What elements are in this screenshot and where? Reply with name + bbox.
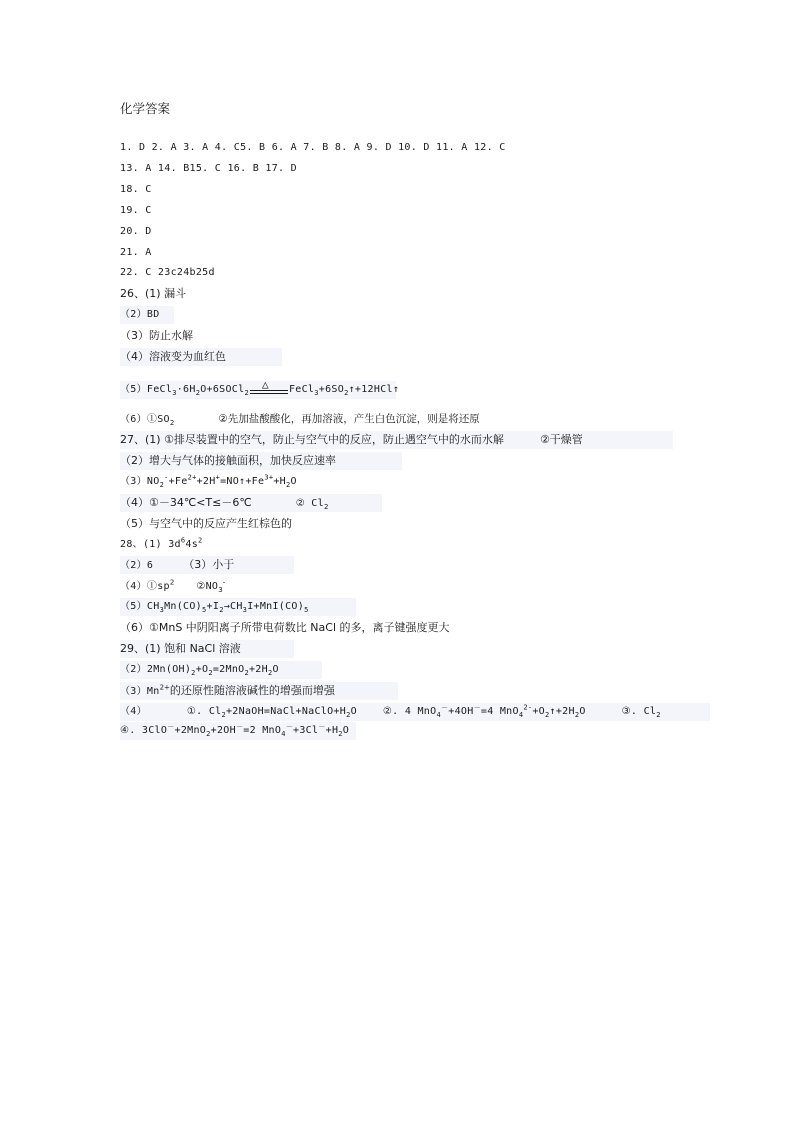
q26-part3: （3）防止水解	[120, 329, 193, 342]
q27-part2: （2）增大与气体的接触面积，加快反应速率	[120, 452, 402, 470]
q26-part1: 26、(1) 漏斗	[120, 287, 187, 300]
answer-21: 21. A	[120, 247, 152, 258]
q28-part2-3: （2）6 （3）小于	[120, 556, 294, 574]
q26-part6: $(6)①SO_2$ ②先加盐酸酸化，再加溶液，产生白色沉淀，则是将还原	[120, 413, 480, 428]
page-title: 化学答案	[120, 101, 171, 116]
q28-part4: $(4)①sp^2$ $②NO_3^-$	[120, 578, 226, 595]
q29-part2-equation: $(2)2Mn(OH)_2+O_2=2MnO_2+2H_2O$	[120, 661, 322, 679]
answer-22-25: 22. C 23c24b25d	[120, 267, 215, 278]
q28-part1: 28、(1) $3d^64s^2$	[120, 536, 203, 550]
q26-part4: （4）溶液变为血红色	[120, 348, 282, 366]
q26-part2: （2）BD	[120, 306, 174, 324]
q28-part6: （6）①MnS 中阴阳离子所带电荷数比 NaCl 的多，离子键强度更大	[120, 621, 450, 634]
mc-row-1: 1. D 2. A 3. A 4. C5. B 6. A 7. B 8. A 9. D 10. D 11. A 12. C	[120, 142, 506, 153]
q29-part4: （4） ①. $Cl_2+2NaOH=NaCl+NaClO+H_2O$ ②. 4 MnO$_4$－+4OH－=4 $MnO_4^{2-}+O_2↑+2H_2O$ ③. $Cl_2$	[120, 703, 710, 721]
answer-18: 18. C	[120, 184, 152, 195]
q29-part1: 29、(1) 饱和 NaCl 溶液	[120, 640, 294, 658]
answer-19: 19. C	[120, 205, 152, 216]
mc-row-2: 13. A 14. B15. C 16. B 17. D	[120, 163, 297, 174]
answer-20: 20. D	[120, 226, 152, 237]
q27-part3-equation: $(3)NO_2^-+Fe^{2+}+2H^+=NO↑+Fe^{3+}+H_2O$	[120, 473, 297, 489]
q29-part4-item4: ④. 3ClO－+2MnO$_2$+2OH－=2 $MnO_4^-+3Cl^-+H_2O$	[120, 722, 356, 740]
q27-part1: 27、(1) ①排尽装置中的空气，防止与空气中的反应，防止遇空气中的水而水解 ②干燥管	[120, 431, 673, 449]
q28-part5-equation: $(5)CH_3Mn(CO)_5+I_2\to CH_3I+MnI(CO)_5$	[120, 598, 356, 616]
q29-part3: $(3)Mn^{2+}$的还原性随溶液碱性的增强而增强	[120, 682, 398, 700]
q27-part4: （4）①－34℃<T≤－6℃ ② $Cl_2$	[120, 494, 382, 512]
q26-part5-equation: $(5)FeCl_3\cdot 6H_2O+6SOCl_2$ △ $FeCl_3+6SO_2↑+12HCl↑$	[120, 378, 400, 397]
q27-part5: （5）与空气中的反应产生红棕色的	[120, 517, 292, 530]
heat-equals-sign: △	[250, 381, 288, 399]
